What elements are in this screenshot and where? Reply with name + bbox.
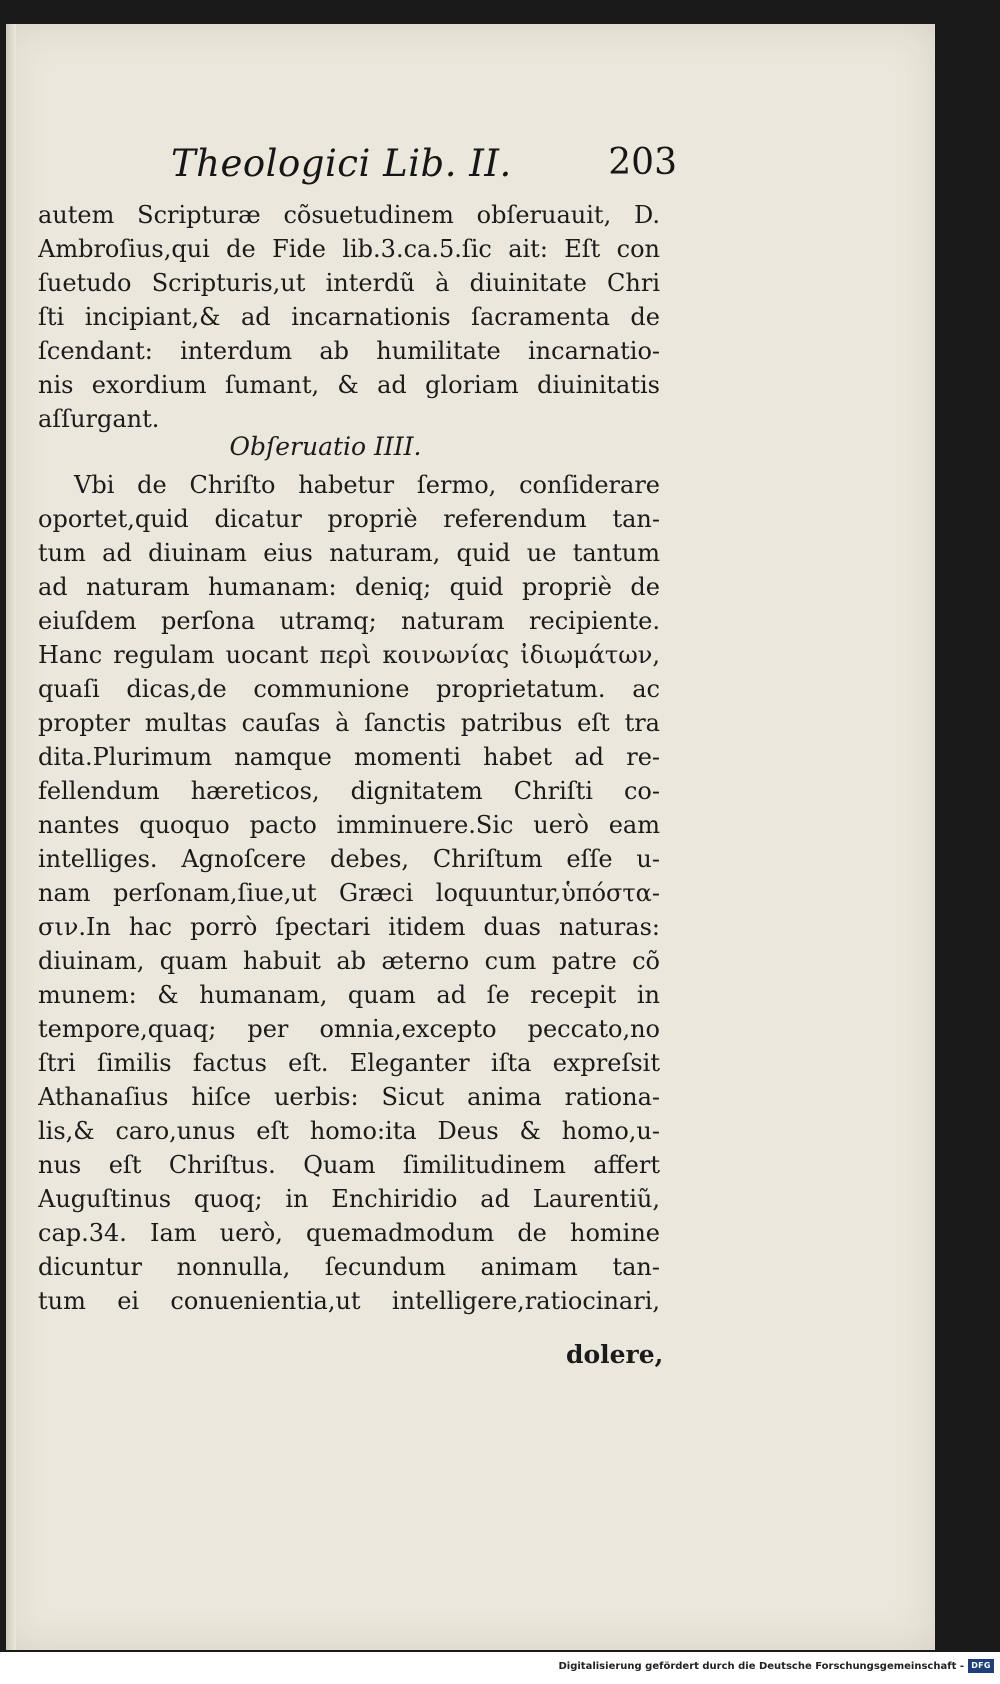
page-gutter <box>6 24 16 1650</box>
text-line: tempore,quaq; per omnia,excepto peccato,no <box>38 1015 660 1043</box>
text-line: dicuntur nonnulla, ſecundum animam tan- <box>38 1253 660 1281</box>
text-line: cap.34. Iam uerò, quemadmodum de homine <box>38 1219 660 1247</box>
text-line: tum ad diuinam eius naturam, quid ue tantum <box>38 539 660 567</box>
text-line: diuinam, quam habuit ab æterno cum patre cõ <box>38 947 660 975</box>
catchword: dolere, <box>566 1340 664 1369</box>
text-line: aſſurgant. <box>38 405 160 433</box>
running-head <box>6 142 935 202</box>
funding-credit: Digitalisierung gefördert durch die Deutsche Forschungsgemeinschaft - <box>558 1661 964 1672</box>
text-line: tum ei conuenientia,ut intelligere,ratiocinari, <box>38 1287 660 1315</box>
dfg-logo[interactable]: DFG <box>968 1659 994 1673</box>
paragraph-1 <box>38 198 660 436</box>
text-line: Hanc regulam uocant περὶ κοινωνίας ἰδιωμάτων, <box>38 641 660 669</box>
text-line: ſuetudo Scripturis,ut interdũ à diuinitate Chri <box>38 269 660 297</box>
paragraph-2 <box>38 468 660 1318</box>
text-line: oportet,quid dicatur propriè referendum tan- <box>38 505 660 533</box>
text-line: lis,& caro,unus eſt homo:ita Deus & homo,u- <box>38 1117 660 1145</box>
page-number: 203 <box>608 142 677 183</box>
text-line: intelliges. Agnoſcere debes, Chriſtum eſſe u- <box>38 845 660 873</box>
text-line: dita.Plurimum namque momenti habet ad re- <box>38 743 660 771</box>
text-line: nus eſt Chriſtus. Quam ſimilitudinem affert <box>38 1151 660 1179</box>
text-line: propter multas cauſas à ſanctis patribus eſt tra <box>38 709 660 737</box>
text-line: nam perſonam,ſiue,ut Græci loquuntur,ὑπόστα- <box>38 879 660 907</box>
text-line: munem: & humanam, quam ad ſe recepit in <box>38 981 660 1009</box>
text-line: nis exordium ſumant, & ad gloriam diuinitatis <box>38 371 660 399</box>
text-line: ſcendant: interdum ab humilitate incarnatio- <box>38 337 660 365</box>
running-head-title: Theologici Lib. II. <box>171 142 512 185</box>
text-line: fellendum hæreticos, dignitatem Chriſti co- <box>38 777 660 805</box>
text-line: eiuſdem perſona utramq; naturam recipiente. <box>38 607 660 635</box>
text-line: Auguſtinus quoq; in Enchiridio ad Laurentiũ, <box>38 1185 660 1213</box>
text-line: ad naturam humanam: deniq; quid propriè de <box>38 573 660 601</box>
text-line: Vbi de Chriſto habetur ſermo, conſiderare <box>74 471 660 499</box>
text-line: autem Scripturæ cõsuetudinem obſeruauit, D. <box>38 201 660 229</box>
section-heading-text: Obſeruatio IIII. <box>229 432 422 461</box>
section-heading <box>6 432 935 461</box>
text-line: σιν.In hac porrò ſpectari itidem duas naturas: <box>38 913 660 941</box>
text-line: Ambroſius,qui de Fide lib.3.ca.5.ſic ait: Eſt con <box>38 235 660 263</box>
text-line: ſtri ſimilis factus eſt. Eleganter iſta expreſsit <box>38 1049 660 1077</box>
text-line: nantes quoquo pacto imminuere.Sic uerò eam <box>38 811 660 839</box>
text-line: ſti incipiant,& ad incarnationis ſacramenta de <box>38 303 660 331</box>
text-line: quaſi dicas,de communione proprietatum. ac <box>38 675 660 703</box>
book-page <box>6 24 935 1650</box>
digitization-footer <box>0 1652 1000 1684</box>
text-line: Athanaſius hiſce uerbis: Sicut anima rationa- <box>38 1083 660 1111</box>
